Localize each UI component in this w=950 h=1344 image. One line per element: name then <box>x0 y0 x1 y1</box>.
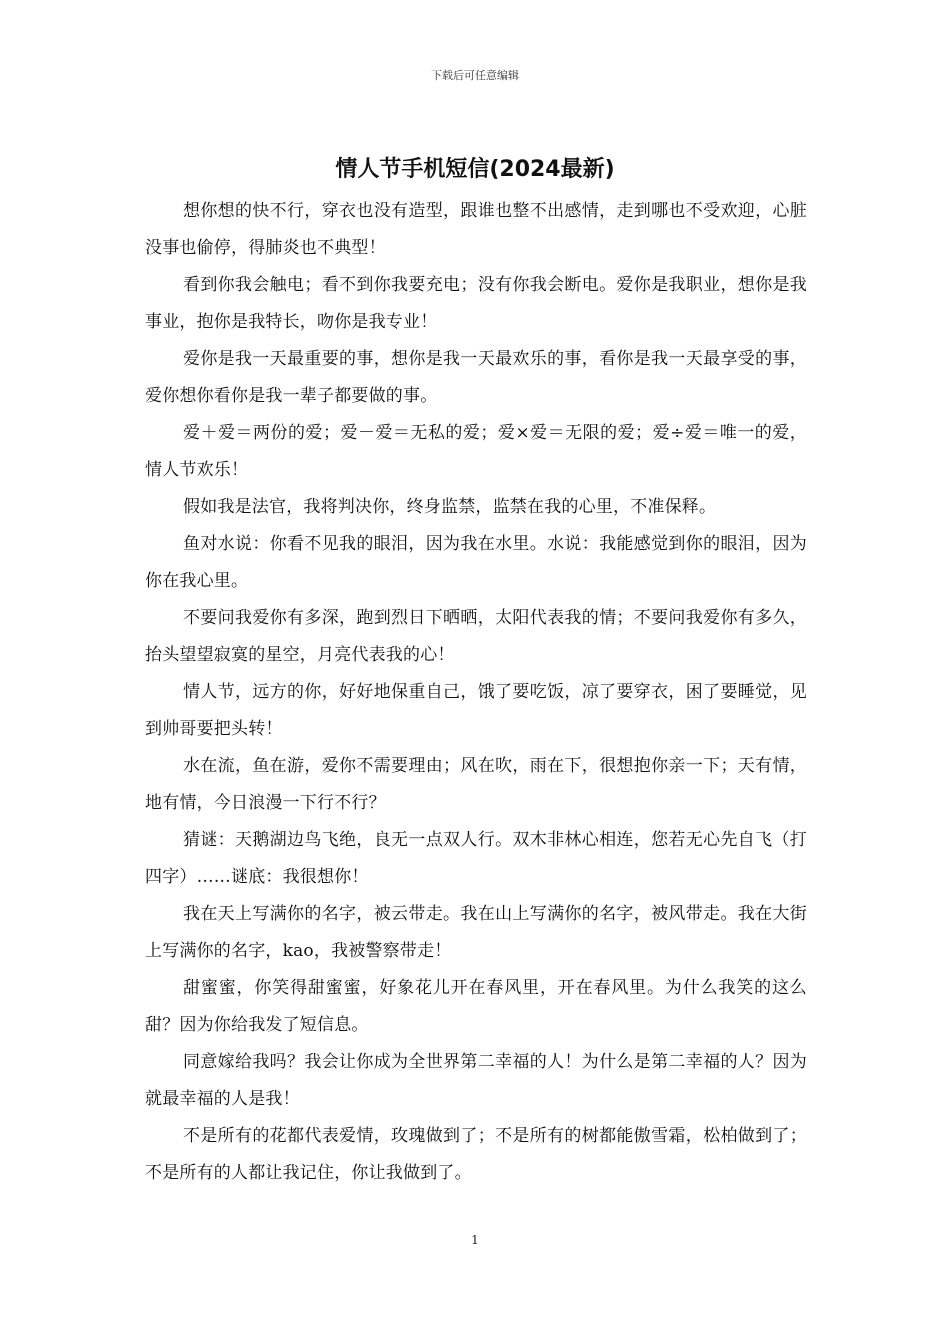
document-title: 情人节手机短信(2024最新) <box>335 157 615 182</box>
paragraph: 鱼对水说：你看不见我的眼泪，因为我在水里。水说：我能感觉到你的眼泪，因为你在我心里。 <box>145 534 807 591</box>
page-header-note: 下载后可任意编辑 <box>431 69 519 82</box>
document-body <box>145 193 807 1192</box>
paragraph: 看到你我会触电；看不到你我要充电；没有你我会断电。爱你是我职业，想你是我事业，抱你是我特长，吻你是我专业！ <box>145 275 807 332</box>
paragraph: 情人节，远方的你，好好地保重自己，饿了要吃饭，凉了要穿衣，困了要睡觉，见到帅哥要把头转！ <box>145 682 807 739</box>
paragraph: 甜蜜蜜，你笑得甜蜜蜜，好象花儿开在春风里，开在春风里。为什么我笑的这么甜？因为你给我发了短信息。 <box>145 978 807 1035</box>
paragraph: 水在流，鱼在游，爱你不需要理由；风在吹，雨在下，很想抱你亲一下；天有情，地有情，今日浪漫一下行不行？ <box>145 756 807 813</box>
paragraph: 假如我是法官，我将判决你，终身监禁，监禁在我的心里，不准保释。 <box>183 497 717 517</box>
paragraph: 不是所有的花都代表爱情，玫瑰做到了；不是所有的树都能傲雪霜，松柏做到了；不是所有的人都让我记住，你让我做到了。 <box>145 1126 807 1183</box>
paragraph: 我在天上写满你的名字，被云带走。我在山上写满你的名字，被风带走。我在大街上写满你的名字，kao，我被警察带走！ <box>145 904 807 961</box>
paragraph: 不要问我爱你有多深，跑到烈日下晒晒，太阳代表我的情；不要问我爱你有多久，抬头望望寂寞的星空，月亮代表我的心！ <box>145 608 807 665</box>
paragraph: 猜谜：天鹅湖边鸟飞绝，良无一点双人行。双木非林心相连，您若无心先自飞（打四字）……谜底：我很想你！ <box>145 830 807 887</box>
paragraph: 爱你是我一天最重要的事，想你是我一天最欢乐的事，看你是我一天最享受的事，爱你想你看你是我一辈子都要做的事。 <box>145 349 807 406</box>
paragraph: 想你想的快不行，穿衣也没有造型，跟谁也整不出感情，走到哪也不受欢迎，心脏没事也偷停，得肺炎也不典型！ <box>145 201 807 258</box>
paragraph: 爱＋爱＝两份的爱；爱－爱＝无私的爱；爱×爱＝无限的爱；爱÷爱＝唯一的爱，情人节欢乐！ <box>145 423 807 480</box>
paragraph: 同意嫁给我吗？我会让你成为全世界第二幸福的人！为什么是第二幸福的人？因为就最幸福的人是我！ <box>145 1052 807 1109</box>
page-number: 1 <box>471 1233 479 1247</box>
